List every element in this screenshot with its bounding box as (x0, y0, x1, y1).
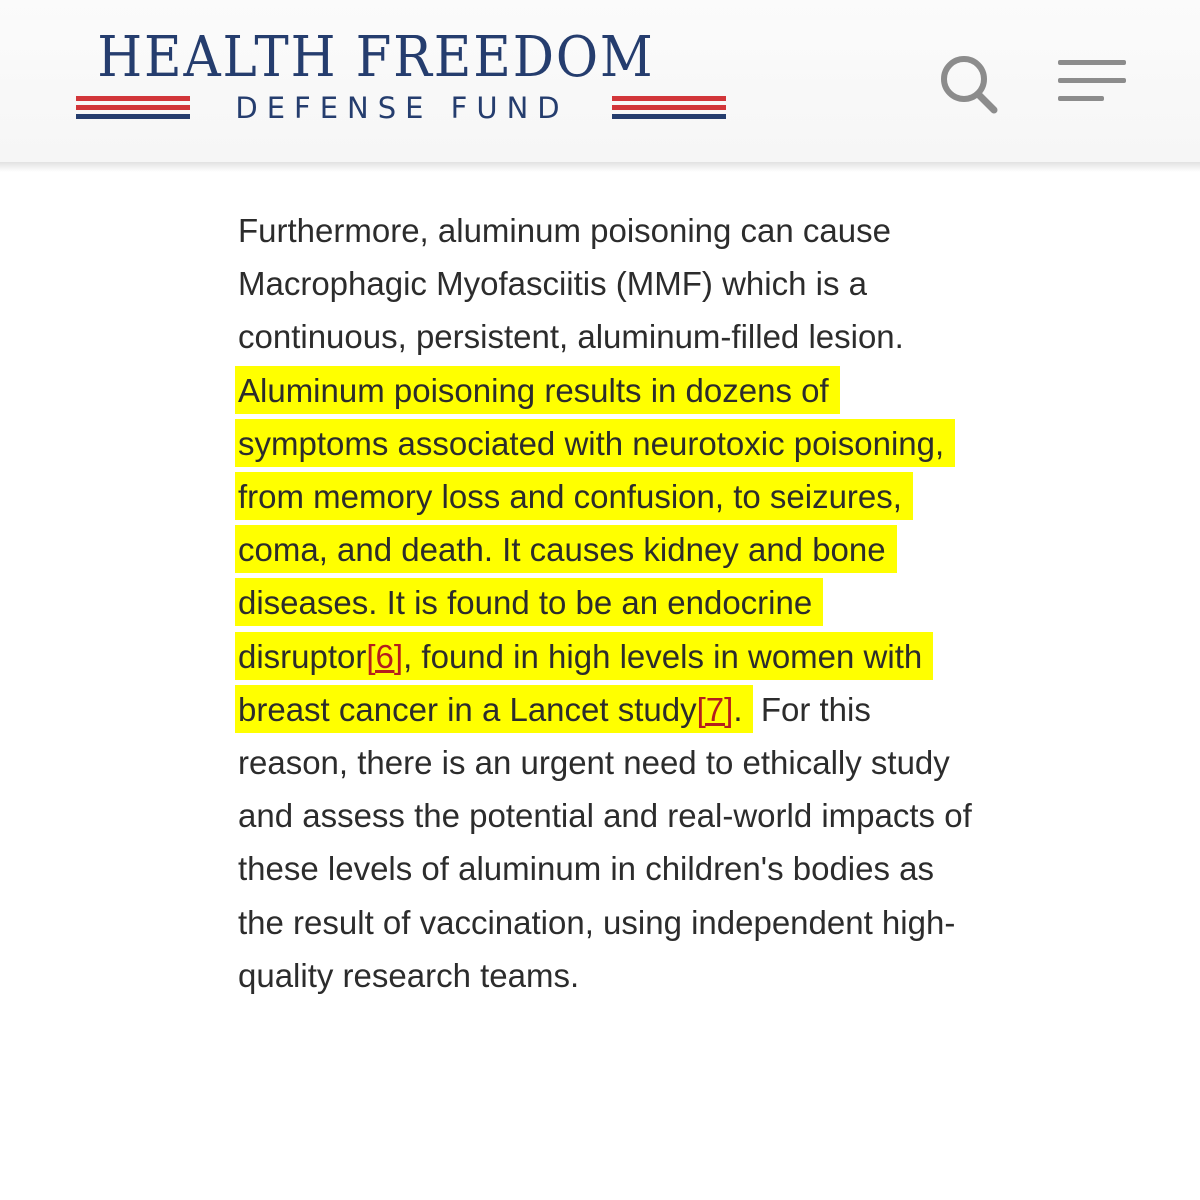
text-before-highlight: Furthermore, aluminum poisoning can cause Macrophagic Myofasciitis (MMF) which is a continuous, persistent, aluminum-filled lesion. (238, 212, 904, 356)
logo-flag-stripes-left (76, 96, 190, 119)
highlight-part-3: . (733, 690, 743, 728)
highlighted-text (235, 366, 955, 733)
footnote-link-7[interactable]: [7] (696, 690, 734, 728)
highlight-part-2: , found in high levels in women with breast cancer in a Lancet study (238, 637, 923, 728)
header-shadow (0, 162, 1200, 172)
highlight-part-1: Aluminum poisoning results in dozens of symptoms associated with neurotoxic poisoning, from memory loss and confusion, to seizures, coma, and death. It causes kidney and bone diseases. It is found to be an endocrine disruptor (238, 371, 945, 675)
hamburger-menu-icon[interactable] (1056, 58, 1128, 108)
logo-title: HEALTH FREEDOM (97, 25, 655, 90)
article-paragraph (238, 204, 978, 1002)
logo-flag-stripes-right (612, 96, 726, 119)
search-icon[interactable] (938, 52, 1002, 116)
footnote-link-6[interactable]: [6] (366, 637, 404, 675)
site-logo[interactable] (76, 25, 728, 128)
logo-subtitle: DEFENSE FUND (235, 91, 569, 125)
text-after-highlight: For this reason, there is an urgent need to ethically study and assess the potential and real-world impacts of these levels of aluminum in children's bodies as the result of vaccination, using independent high-quality research teams. (238, 690, 972, 994)
site-header (0, 0, 1200, 162)
